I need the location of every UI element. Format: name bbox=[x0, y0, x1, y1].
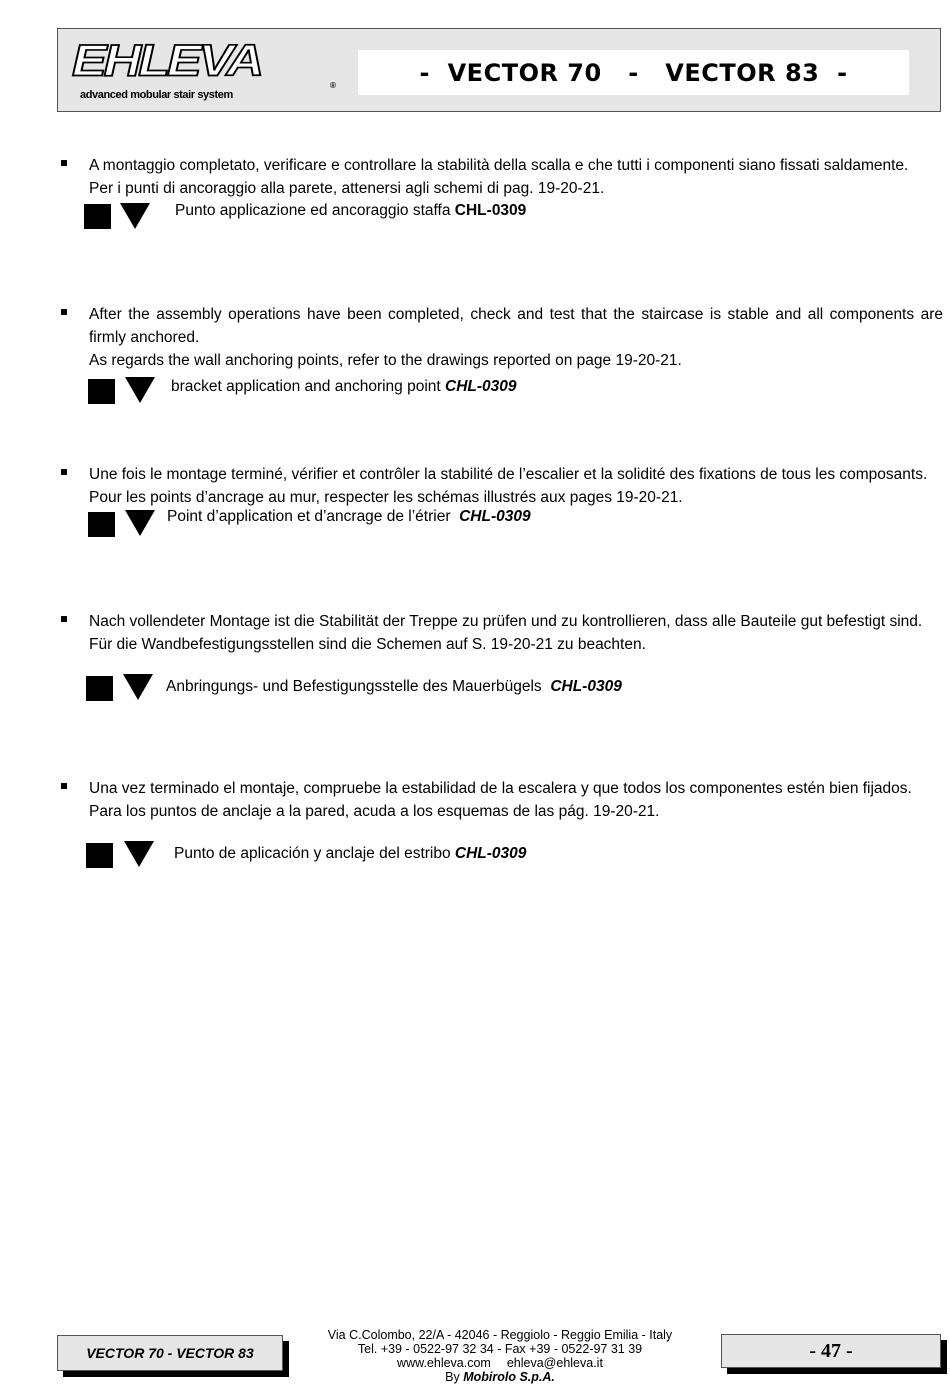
anchor-legend bbox=[57, 668, 943, 702]
footer-company-line bbox=[290, 1370, 710, 1384]
triangle-symbol-icon bbox=[125, 377, 155, 403]
square-symbol-icon bbox=[86, 843, 113, 868]
legend-text bbox=[174, 845, 526, 863]
legend-label: bracket application and anchoring point bbox=[171, 378, 441, 395]
legend-label: Punto de aplicación y anclaje del estribo bbox=[174, 845, 451, 862]
paragraph bbox=[89, 463, 943, 509]
footer-model-panel bbox=[57, 1335, 283, 1371]
anchor-legend bbox=[57, 372, 943, 406]
footer-email[interactable]: ehleva@ehleva.it bbox=[506, 1356, 603, 1370]
page-header bbox=[57, 28, 941, 112]
section-german bbox=[57, 610, 943, 702]
legend-label: Punto applicazione ed ancoraggio staffa bbox=[175, 202, 451, 219]
paragraph bbox=[89, 303, 943, 372]
footer-contact bbox=[290, 1328, 710, 1384]
square-symbol-icon bbox=[84, 204, 111, 229]
square-symbol-icon bbox=[88, 512, 115, 537]
page-number: - 47 - bbox=[809, 1339, 853, 1362]
section-english bbox=[57, 303, 943, 406]
part-code: CHL-0309 bbox=[454, 202, 527, 219]
footer-model: VECTOR 70 - VECTOR 83 bbox=[86, 1345, 254, 1361]
anchor-legend bbox=[57, 200, 943, 234]
legend-text bbox=[167, 508, 531, 526]
footer-model-box bbox=[57, 1335, 283, 1371]
legend-text bbox=[171, 378, 517, 396]
footer-page-panel bbox=[721, 1334, 941, 1368]
document-title: - VECTOR 70 - VECTOR 83 - bbox=[419, 58, 848, 87]
legend-text bbox=[175, 202, 526, 220]
footer-web-email bbox=[290, 1356, 710, 1370]
section-french bbox=[57, 463, 943, 543]
section-spanish bbox=[57, 777, 943, 869]
part-code: CHL-0309 bbox=[459, 508, 531, 525]
part-code: CHL-0309 bbox=[454, 845, 527, 862]
footer-page-box bbox=[721, 1334, 941, 1368]
anchor-legend bbox=[57, 509, 943, 543]
footer-company: Mobirolo S.p.A. bbox=[463, 1370, 555, 1384]
logo-wordmark: EHLEVA bbox=[72, 36, 262, 86]
paragraph bbox=[89, 777, 943, 823]
title-box bbox=[358, 50, 909, 95]
paragraph-line: Nach vollendeter Montage ist die Stabilität der Treppe zu prüfen und zu kontrollieren, dass alle Bauteile gut befestigt sind. bbox=[89, 613, 923, 630]
part-code: CHL-0309 bbox=[445, 378, 517, 395]
anchor-legend bbox=[57, 835, 943, 869]
square-symbol-icon bbox=[86, 676, 113, 701]
bullet-icon bbox=[61, 160, 67, 166]
triangle-symbol-icon bbox=[123, 674, 153, 700]
paragraph-line: After the assembly operations have been completed, check and test that the staircase is stable and all components are firmly anchored. bbox=[89, 306, 943, 346]
triangle-symbol-icon bbox=[125, 510, 155, 536]
bullet-icon bbox=[61, 469, 67, 475]
square-symbol-icon bbox=[88, 379, 115, 404]
legend-label: Anbringungs- und Befestigungsstelle des Mauerbügels bbox=[166, 678, 542, 695]
ehleva-logo bbox=[72, 36, 336, 101]
paragraph bbox=[89, 610, 943, 656]
bullet-icon bbox=[61, 783, 67, 789]
triangle-symbol-icon bbox=[124, 841, 154, 867]
paragraph-line: Una vez terminado el montaje, compruebe la estabilidad de la escalera y que todos los componentes estén bien fijados. bbox=[89, 780, 912, 797]
paragraph-line: A montaggio completato, verificare e controllare la stabilità della scalla e che tutti i componenti siano fissati saldamente. bbox=[89, 157, 909, 174]
triangle-symbol-icon bbox=[120, 203, 150, 229]
paragraph-line: Für die Wandbefestigungsstellen sind die Schemen auf S. 19-20-21 zu beachten. bbox=[89, 636, 646, 653]
footer-website[interactable]: www.ehleva.com bbox=[397, 1356, 491, 1370]
footer-phones: Tel. +39 - 0522-97 32 34 - Fax +39 - 0522-97 31 39 bbox=[357, 1342, 643, 1356]
part-code: CHL-0309 bbox=[550, 678, 622, 695]
section-italian bbox=[57, 154, 943, 234]
legend-label: Point d’application et d’ancrage de l’étrier bbox=[167, 508, 451, 525]
registered-mark: ® bbox=[330, 81, 336, 90]
paragraph-line: Para los puntos de anclaje a la pared, acuda a los esquemas de las pág. 19-20-21. bbox=[89, 803, 660, 820]
footer-by: By bbox=[445, 1370, 460, 1384]
bullet-icon bbox=[61, 616, 67, 622]
paragraph-line: Pour les points d’ancrage au mur, respecter les schémas illustrés aux pages 19-20-21. bbox=[89, 489, 683, 506]
logo-tagline: advanced mobular stair system bbox=[80, 89, 233, 101]
paragraph-line: Per i punti di ancoraggio alla parete, attenersi agli schemi di pag. 19-20-21. bbox=[89, 180, 605, 197]
legend-text bbox=[166, 678, 622, 696]
footer-address: Via C.Colombo, 22/A - 42046 - Reggiolo - Reggio Emilia - Italy bbox=[327, 1328, 673, 1342]
paragraph bbox=[89, 154, 943, 200]
paragraph-line: As regards the wall anchoring points, refer to the drawings reported on page 19-20-21. bbox=[89, 352, 682, 369]
paragraph-line: Une fois le montage terminé, vérifier et contrôler la stabilité de l’escalier et la solidité des fixations de tous les composants. bbox=[89, 466, 928, 483]
bullet-icon bbox=[61, 309, 67, 315]
